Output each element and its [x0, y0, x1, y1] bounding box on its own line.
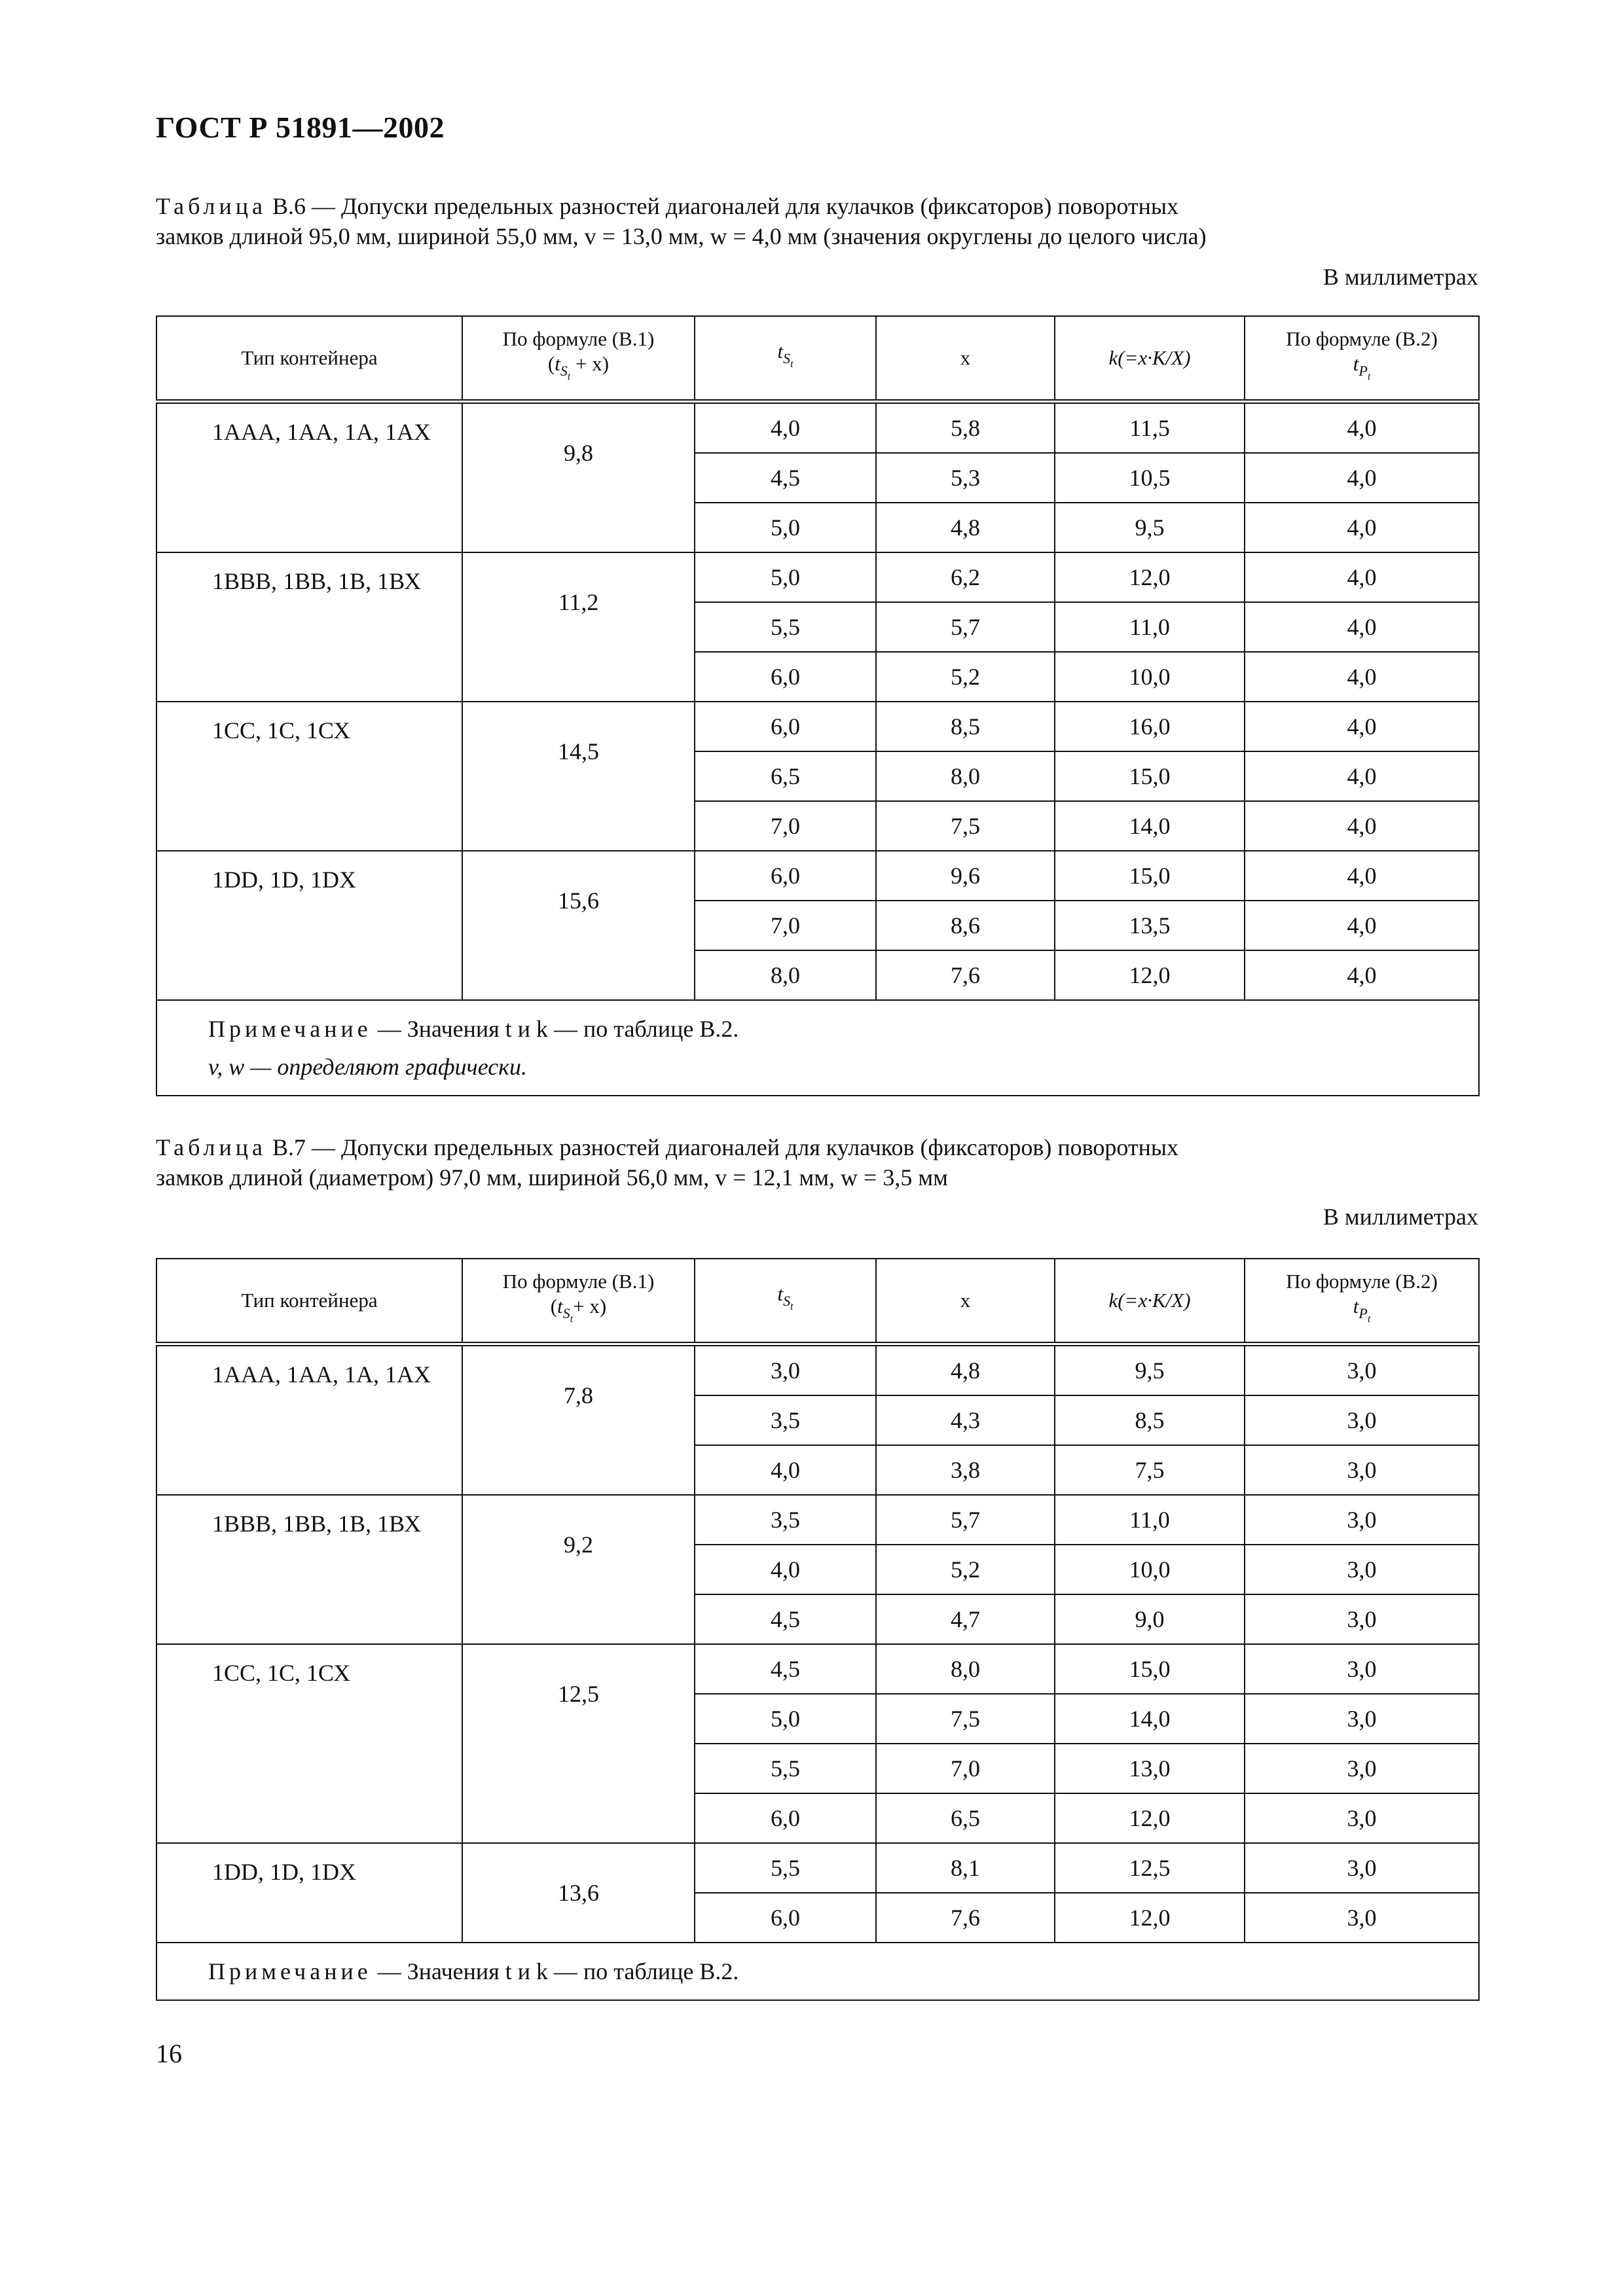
table-row — [156, 1644, 1479, 1694]
table-b7-note — [156, 1943, 1479, 2000]
x-cell: 5,7 — [876, 1495, 1055, 1545]
table-b6 — [156, 315, 1480, 1096]
col-header-container-type: Тип контейнера — [156, 1259, 462, 1344]
x-cell: 8,6 — [876, 901, 1055, 950]
tp-cell: 3,0 — [1245, 1545, 1479, 1594]
x-cell: 8,1 — [876, 1843, 1055, 1893]
ts-cell: 4,0 — [695, 1545, 876, 1594]
table-b6-note — [156, 1000, 1479, 1096]
x-cell: 5,2 — [876, 652, 1055, 702]
ts-cell: 8,0 — [695, 950, 876, 1000]
k-cell: 12,0 — [1055, 552, 1245, 602]
k-cell: 10,5 — [1055, 453, 1245, 503]
table-b7-note-row — [156, 1943, 1479, 2000]
x-cell: 5,8 — [876, 402, 1055, 454]
x-cell: 5,3 — [876, 453, 1055, 503]
tp-cell: 4,0 — [1245, 402, 1479, 454]
tp-cell: 4,0 — [1245, 851, 1479, 901]
x-cell: 7,0 — [876, 1744, 1055, 1793]
col-header-k: k(=x·K/X) — [1055, 316, 1245, 402]
x-cell: 4,8 — [876, 1344, 1055, 1396]
formula-b1-cell: 9,8 — [462, 402, 695, 553]
x-cell: 7,5 — [876, 1694, 1055, 1744]
page-number: 16 — [156, 2039, 182, 2068]
k-cell: 9,5 — [1055, 503, 1245, 552]
x-cell: 7,6 — [876, 950, 1055, 1000]
table-b7 — [156, 1258, 1480, 2001]
k-cell: 10,0 — [1055, 652, 1245, 702]
col-header-formula-b2: По формуле (В.2) $t_{P_t}$ — [1245, 1259, 1479, 1344]
tp-cell: 4,0 — [1245, 702, 1479, 751]
col-header-formula-b1: По формуле (В.1) $(t_{S_t}+ x)$ — [462, 1259, 695, 1344]
table-row — [156, 402, 1479, 454]
container-type-cell: 1DD, 1D, 1DX — [156, 1843, 462, 1943]
container-type-cell: 1ВВВ, 1ВВ, 1В, 1ВХ — [156, 1495, 462, 1644]
k-cell: 12,0 — [1055, 1893, 1245, 1943]
table-b7-caption-prefix: Таблица — [156, 1134, 266, 1160]
tp-cell: 3,0 — [1245, 1495, 1479, 1545]
formula-b1-cell: 9,2 — [462, 1495, 695, 1644]
container-type-cell: 1DD, 1D, 1DX — [156, 851, 462, 1000]
ts-cell: 5,5 — [695, 1843, 876, 1893]
k-cell: 15,0 — [1055, 1644, 1245, 1694]
tp-cell: 3,0 — [1245, 1694, 1479, 1744]
ts-cell: 6,0 — [695, 851, 876, 901]
table-row — [156, 1843, 1479, 1893]
formula-b1-cell: 7,8 — [462, 1344, 695, 1496]
k-cell: 13,0 — [1055, 1744, 1245, 1793]
tp-cell: 4,0 — [1245, 901, 1479, 950]
ts-cell: 3,5 — [695, 1395, 876, 1445]
k-cell: 16,0 — [1055, 702, 1245, 751]
k-cell: 10,0 — [1055, 1545, 1245, 1594]
ts-cell: 4,0 — [695, 402, 876, 454]
table-row — [156, 552, 1479, 602]
table-b7-caption-line1: Таблица В.7 — Допуски предельных разностей диагоналей для кулачков (фиксаторов) поворотных — [156, 1134, 1179, 1160]
tp-cell: 3,0 — [1245, 1644, 1479, 1694]
table-row — [156, 702, 1479, 751]
ts-cell: 5,0 — [695, 552, 876, 602]
col-header-formula-b1: По формуле (В.1) $(t_{S_t} + x)$ — [462, 316, 695, 402]
k-cell: 8,5 — [1055, 1395, 1245, 1445]
x-cell: 9,6 — [876, 851, 1055, 901]
x-cell: 8,0 — [876, 1644, 1055, 1694]
container-type-cell: 1ААА, 1АА, 1А, 1АХ — [156, 402, 462, 553]
table-b7-caption — [156, 1132, 1478, 1193]
tp-cell: 4,0 — [1245, 552, 1479, 602]
tp-cell: 3,0 — [1245, 1395, 1479, 1445]
x-cell: 8,5 — [876, 702, 1055, 751]
tp-cell: 4,0 — [1245, 503, 1479, 552]
table-b6-note-row — [156, 1000, 1479, 1096]
note-label: Примечание — [208, 1958, 372, 1984]
ts-cell: 3,5 — [695, 1495, 876, 1545]
table-b7-body — [156, 1344, 1479, 1943]
container-type-cell: 1СС, 1С, 1СХ — [156, 1644, 462, 1843]
table-row — [156, 851, 1479, 901]
k-cell: 12,0 — [1055, 1793, 1245, 1843]
table-row — [156, 1344, 1479, 1396]
table-b6-caption-line1: Таблица В.6 — Допуски предельных разностей диагоналей для кулачков (фиксаторов) поворотных — [156, 193, 1179, 219]
formula-b1-cell: 12,5 — [462, 1644, 695, 1843]
ts-cell: 6,0 — [695, 1793, 876, 1843]
table-b6-units: В миллиметрах — [1322, 264, 1478, 290]
x-cell: 4,3 — [876, 1395, 1055, 1445]
tp-cell: 4,0 — [1245, 453, 1479, 503]
ts-cell: 6,0 — [695, 702, 876, 751]
formula-b1-cell: 11,2 — [462, 552, 695, 702]
tp-cell: 3,0 — [1245, 1594, 1479, 1644]
table-b6-body — [156, 402, 1479, 1001]
container-type-cell: 1ВВВ, 1ВВ, 1В, 1ВХ — [156, 552, 462, 702]
x-cell: 7,5 — [876, 801, 1055, 851]
table-b6-caption-prefix: Таблица — [156, 193, 266, 219]
x-cell: 5,2 — [876, 1545, 1055, 1594]
x-cell: 8,0 — [876, 751, 1055, 801]
x-cell: 6,2 — [876, 552, 1055, 602]
tp-cell: 3,0 — [1245, 1843, 1479, 1893]
k-cell: 13,5 — [1055, 901, 1245, 950]
tp-cell: 3,0 — [1245, 1744, 1479, 1793]
tp-cell: 3,0 — [1245, 1893, 1479, 1943]
tp-cell: 4,0 — [1245, 652, 1479, 702]
ts-cell: 4,0 — [695, 1445, 876, 1495]
k-cell: 11,0 — [1055, 1495, 1245, 1545]
x-cell: 4,8 — [876, 503, 1055, 552]
tp-cell: 4,0 — [1245, 602, 1479, 652]
formula-b1-cell: 14,5 — [462, 702, 695, 851]
col-header-x: x — [876, 316, 1055, 402]
k-cell: 12,0 — [1055, 950, 1245, 1000]
tp-cell: 4,0 — [1245, 950, 1479, 1000]
k-cell: 15,0 — [1055, 751, 1245, 801]
table-b6-caption — [156, 191, 1478, 251]
ts-cell: 5,0 — [695, 1694, 876, 1744]
note-label: Примечание — [208, 1016, 372, 1042]
ts-cell: 4,5 — [695, 1644, 876, 1694]
table-b7-caption-line2: замков длиной (диаметром) 97,0 мм, шириной 56,0 мм, v = 12,1 мм, w = 3,5 мм — [156, 1164, 948, 1191]
container-type-cell: 1СС, 1С, 1СХ — [156, 702, 462, 851]
table-b6-caption-line2: замков длиной 95,0 мм, шириной 55,0 мм, v = 13,0 мм, w = 4,0 мм (значения округлены до целого числа) — [156, 223, 1207, 249]
col-header-k: k(=x·K/X) — [1055, 1259, 1245, 1344]
tp-cell: 4,0 — [1245, 751, 1479, 801]
k-cell: 12,5 — [1055, 1843, 1245, 1893]
x-cell: 5,7 — [876, 602, 1055, 652]
ts-cell: 7,0 — [695, 801, 876, 851]
tp-cell: 4,0 — [1245, 801, 1479, 851]
formula-b1-cell: 13,6 — [462, 1843, 695, 1943]
k-cell: 9,0 — [1055, 1594, 1245, 1644]
col-header-ts: $t_{S_t}$ — [695, 316, 876, 402]
container-type-cell: 1ААА, 1АА, 1А, 1АХ — [156, 1344, 462, 1496]
tp-cell: 3,0 — [1245, 1344, 1479, 1396]
k-cell: 14,0 — [1055, 801, 1245, 851]
x-cell: 6,5 — [876, 1793, 1055, 1843]
col-header-ts: $t_{S_t}$ — [695, 1259, 876, 1344]
ts-cell: 5,5 — [695, 602, 876, 652]
ts-cell: 6,0 — [695, 652, 876, 702]
k-cell: 15,0 — [1055, 851, 1245, 901]
ts-cell: 4,5 — [695, 453, 876, 503]
ts-cell: 5,5 — [695, 1744, 876, 1793]
col-header-formula-b2: По формуле (В.2) $t_{P_t}$ — [1245, 316, 1479, 402]
k-cell: 14,0 — [1055, 1694, 1245, 1744]
tp-cell: 3,0 — [1245, 1793, 1479, 1843]
col-header-x: x — [876, 1259, 1055, 1344]
note-text: — Значения t и k — по таблице В.2. — [371, 1016, 739, 1042]
k-cell: 11,0 — [1055, 602, 1245, 652]
ts-cell: 6,5 — [695, 751, 876, 801]
col-header-container-type: Тип контейнера — [156, 316, 462, 402]
table-b7-header-row — [156, 1259, 1479, 1344]
k-cell: 11,5 — [1055, 402, 1245, 454]
ts-cell: 3,0 — [695, 1344, 876, 1396]
tp-cell: 3,0 — [1245, 1445, 1479, 1495]
standard-designation: ГОСТ Р 51891—2002 — [156, 111, 445, 144]
ts-cell: 6,0 — [695, 1893, 876, 1943]
x-cell: 3,8 — [876, 1445, 1055, 1495]
x-cell: 4,7 — [876, 1594, 1055, 1644]
ts-cell: 4,5 — [695, 1594, 876, 1644]
k-cell: 9,5 — [1055, 1344, 1245, 1396]
table-b6-header-row — [156, 316, 1479, 402]
ts-cell: 7,0 — [695, 901, 876, 950]
x-cell: 7,6 — [876, 1893, 1055, 1943]
table-row — [156, 1495, 1479, 1545]
note-text-2: v, w — определяют графически. — [208, 1054, 528, 1080]
formula-b1-cell: 15,6 — [462, 851, 695, 1000]
note-text: — Значения t и k — по таблице В.2. — [371, 1958, 739, 1984]
ts-cell: 5,0 — [695, 503, 876, 552]
k-cell: 7,5 — [1055, 1445, 1245, 1495]
table-b7-units: В миллиметрах — [1322, 1204, 1478, 1230]
